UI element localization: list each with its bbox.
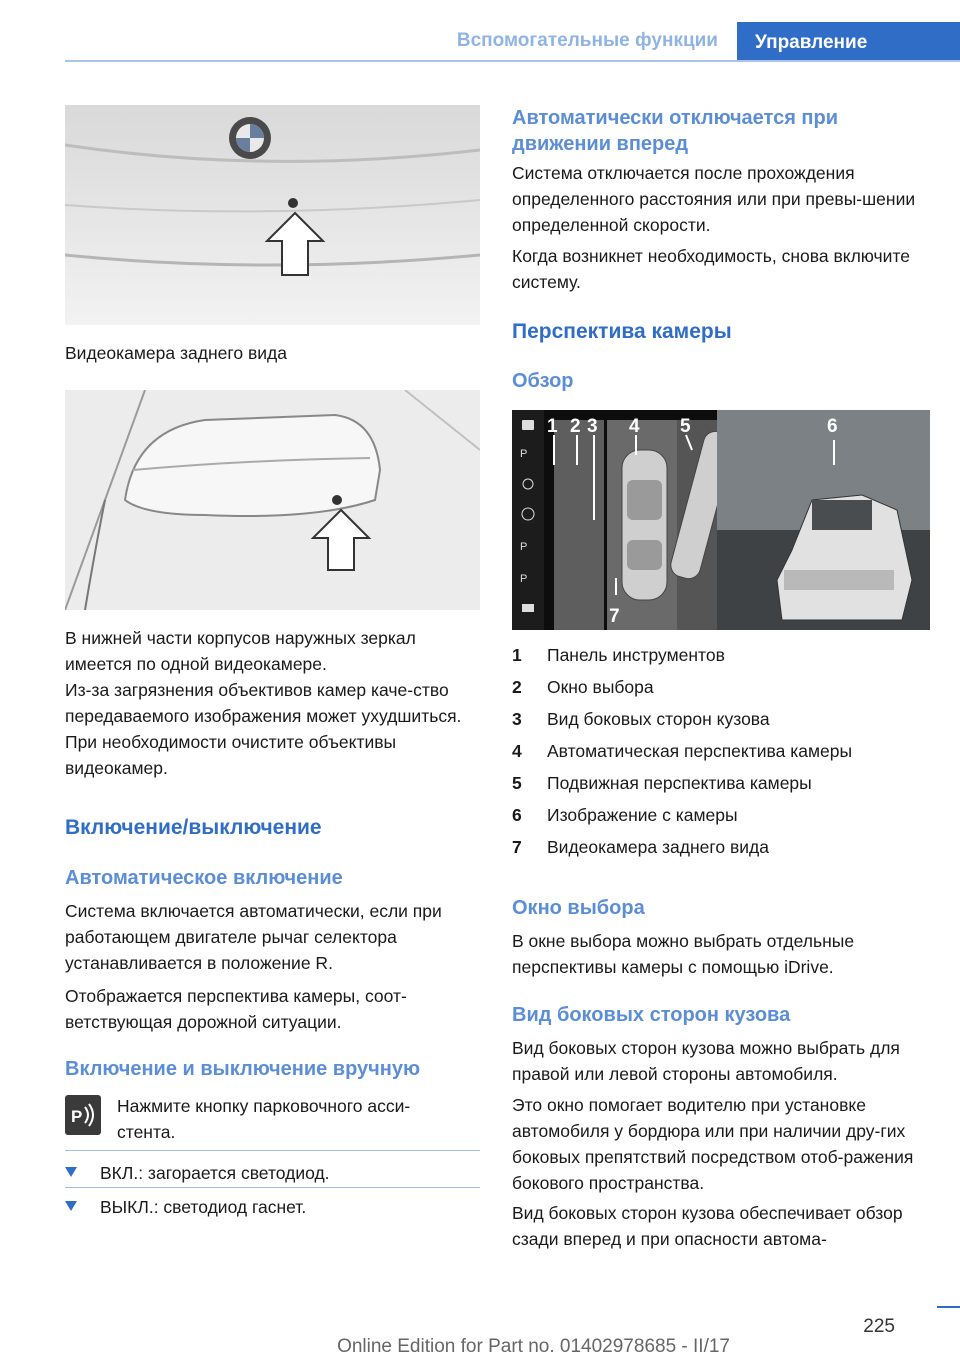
page-number: 225 — [863, 1316, 895, 1337]
screen-label: 7 — [609, 606, 620, 627]
auto-on-text-2: Отображается перспектива камеры, соот-ветствующая дорожной ситуации. — [65, 986, 407, 1032]
heading-side-view: Вид боковых сторон кузова — [512, 1004, 791, 1026]
screen-label: 2 — [570, 416, 581, 437]
caption-rear-camera: Видеокамера заднего вида — [65, 343, 287, 363]
heading-perspective: Перспектива камеры — [512, 320, 732, 343]
selection-window-text: В окне выбора можно выбрать отдельные перспективы камеры с помощью iDrive. — [512, 931, 855, 977]
edition-note: Online Edition for Part no. 01402978685 - II/17 — [337, 1336, 730, 1357]
screen-label: 3 — [587, 416, 598, 437]
heading-auto-on: Автоматическое включение — [65, 867, 343, 889]
side-view-text-3: Вид боковых сторон кузова обеспечивает обзор сзади вперед и при опасности автома- — [512, 1203, 903, 1249]
park-assist-button-icon — [65, 1095, 101, 1135]
running-header-section: Вспомогательные функции — [456, 30, 718, 51]
triangle-bullet-icon — [65, 1167, 77, 1177]
side-view-text-2: Это окно помогает водителю при установке автомобиля у бордюра или при наличии дру-гих боковых препятствий посредством отоб-ражения бокового пространства. — [512, 1095, 914, 1193]
heading-auto-off: Автоматически отключается при движении вперед — [512, 107, 839, 155]
camera-screen-image — [512, 410, 930, 630]
header-rule — [65, 60, 960, 62]
rear-camera-photo — [65, 105, 480, 325]
mirror-camera-text: В нижней части корпусов наружных зеркал имеется по одной видеокамере. — [65, 628, 416, 674]
heading-overview: Обзор — [512, 370, 574, 392]
screen-label: 4 — [629, 416, 640, 437]
heading-on-off: Включение/выключение — [65, 816, 322, 839]
screen-label: 5 — [680, 416, 691, 437]
running-header-chapter: Управление — [737, 22, 960, 62]
manual-text: Нажмите кнопку парковочного асси-стента. — [117, 1096, 411, 1142]
screen-label: 6 — [827, 416, 838, 437]
divider — [65, 1150, 480, 1151]
auto-off-text-2: Когда возникнет необходимость, снова включите систему. — [512, 246, 910, 292]
heading-manual: Включение и выключение вручную — [65, 1058, 421, 1080]
triangle-bullet-icon — [65, 1201, 77, 1211]
svg-text:P: P — [520, 448, 528, 460]
mirror-camera-photo — [65, 390, 480, 610]
auto-on-text: Система включается автоматически, если при работающем двигателе рычаг селектора устанавливается в положение R. — [65, 901, 442, 973]
divider — [65, 1187, 480, 1188]
side-view-text: Вид боковых сторон кузова можно выбрать для правой или левой стороны автомобиля. — [512, 1038, 900, 1084]
screen-label: 1 — [547, 416, 558, 437]
auto-off-text: Система отключается после прохождения определенного расстояния или при превы-шении определенной скорости. — [512, 163, 916, 235]
lens-dirt-text: Из-за загрязнения объективов камер каче-ство передаваемого изображения может ухудшиться. При необходимости очистите объективы видеокамер. — [65, 680, 462, 778]
heading-selection-window: Окно выбора — [512, 897, 645, 919]
svg-text:P: P — [520, 573, 528, 585]
svg-text:P: P — [520, 541, 528, 553]
svg-text:P: P — [71, 1107, 83, 1126]
footer-rule — [937, 1306, 960, 1308]
